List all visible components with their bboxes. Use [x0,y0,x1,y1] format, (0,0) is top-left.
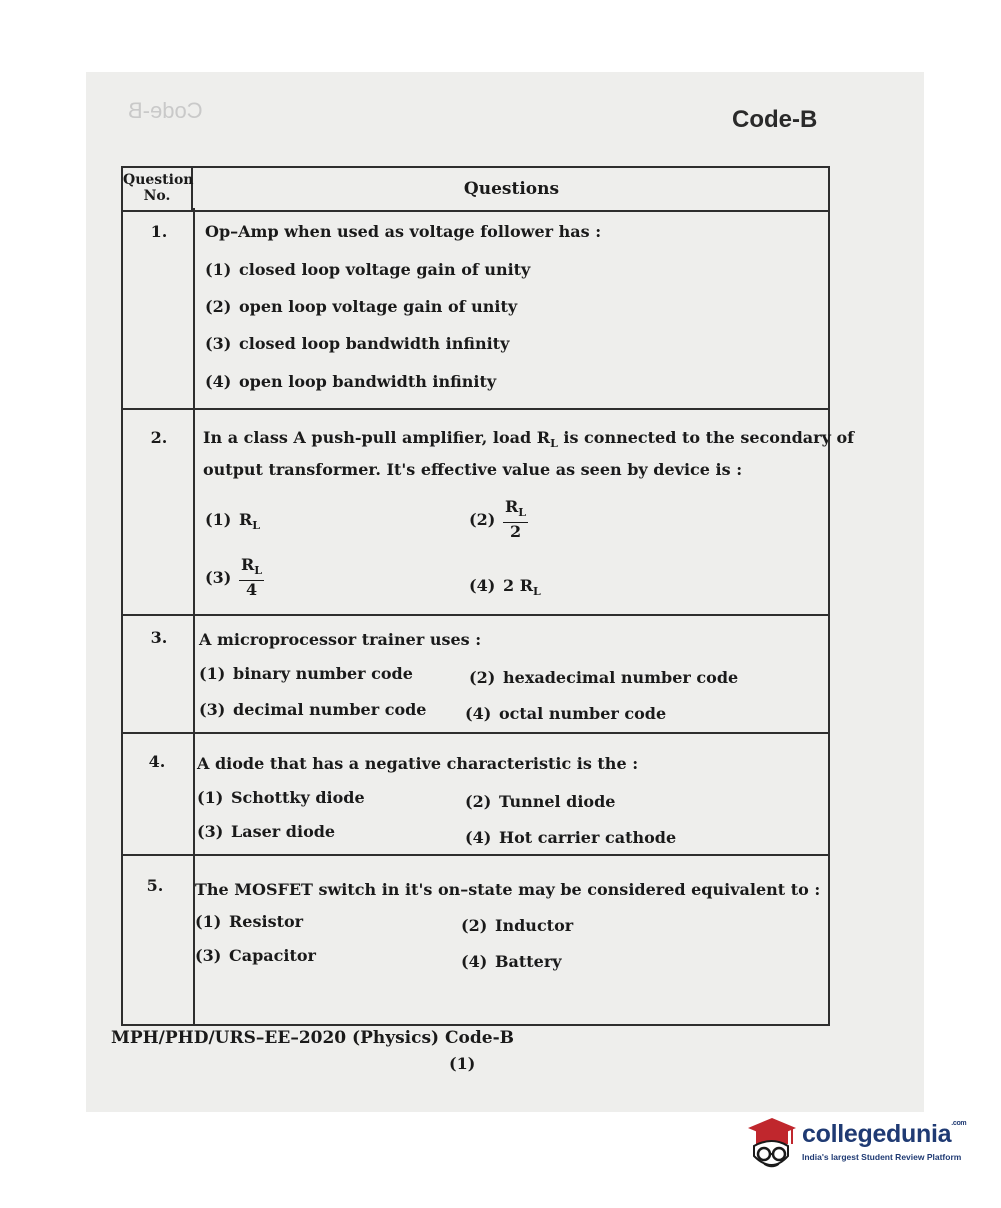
fraction [239,556,264,599]
question-text-part: is connected to the secondary of [557,428,854,447]
fraction-numerator: R [505,497,519,516]
subscript: L [550,437,558,451]
fraction-denominator: 4 [245,580,258,600]
option [461,916,573,935]
option-number: (3) [199,700,226,719]
option-number: (2) [469,510,496,530]
question-number: 2. [150,428,168,447]
question-number: 1. [150,222,168,241]
option-text: Capacitor [229,946,316,965]
option-number: (1) [205,510,232,529]
option [199,664,413,683]
option-number: (4) [469,576,496,595]
option [199,700,426,719]
option-text: Tunnel diode [499,792,616,811]
table-header [123,166,828,212]
subscript: L [533,585,541,599]
col-question-no: Question No. [123,168,193,210]
option [205,556,264,599]
option-number: (3) [197,822,224,841]
question-table [121,166,854,1026]
option [205,372,496,391]
page-number: (1) [449,1054,476,1073]
option [205,297,517,316]
option-text: open loop bandwidth infinity [239,372,497,391]
row-divider [123,408,828,410]
question-text: Op–Amp when used as voltage follower has : [205,222,602,241]
option-number: (2) [461,916,488,935]
fraction-denominator: 2 [509,522,522,542]
option-number: (2) [465,792,492,811]
column-divider [193,208,195,1026]
option-text: hexadecimal number code [503,668,739,687]
footer-code: MPH/PHD/URS–EE–2020 (Physics) Code-B [111,1028,515,1048]
option-number: (4) [465,704,492,723]
option [205,260,530,279]
option-number: (3) [205,334,232,353]
option-text: open loop voltage gain of unity [239,297,518,316]
question-text [203,428,854,450]
option-number: (4) [465,828,492,847]
option [469,498,528,541]
option-text: Inductor [495,916,574,935]
graduate-logo-icon [742,1116,798,1176]
option-text: Hot carrier cathode [499,828,677,847]
option [469,576,541,598]
option-number: (1) [199,664,226,683]
question-number: 3. [150,628,168,647]
question-text: A diode that has a negative characteristic is the : [197,754,639,773]
option-text: Schottky diode [231,788,365,807]
question-text: A microprocessor trainer uses : [199,630,482,649]
option-text: Resistor [229,912,304,931]
option-text: Laser diode [231,822,336,841]
option-text: R [239,510,253,529]
option-number: (3) [205,568,232,588]
option [197,822,335,841]
row-divider [123,614,828,616]
col-questions: Questions [463,179,560,199]
option [465,828,676,847]
option-text: decimal number code [233,700,427,719]
question-text-part: In a class A push-pull amplifier, load R [203,428,551,447]
option-text: octal number code [499,704,667,723]
option-number: (4) [205,372,232,391]
option-number: (4) [461,952,488,971]
brand-tagline: India's largest Student Review Platform [802,1152,962,1162]
option [195,912,303,931]
option [205,510,260,532]
option [465,792,615,811]
option-number: (2) [205,297,232,316]
option [465,704,666,723]
fraction-numerator: R [241,555,255,574]
subscript: L [252,519,261,533]
option-number: (1) [205,260,232,279]
option-text: closed loop bandwidth infinity [239,334,510,353]
option [469,668,738,687]
option [197,788,365,807]
option [205,334,509,353]
bleed-through-code: Code-B [128,98,203,123]
option-text: 2 R [503,576,533,595]
option [195,946,316,965]
option-number: (1) [197,788,224,807]
row-divider [123,732,828,734]
paper-code: Code-B [732,106,818,133]
question-number: 4. [148,752,166,771]
option [461,952,562,971]
option-number: (3) [195,946,222,965]
fraction [503,498,528,541]
subscript: L [254,564,263,578]
collegedunia-watermark [742,1116,972,1176]
question-text: The MOSFET switch in it's on–state may be considered equivalent to : [195,880,821,899]
option-number: (1) [195,912,222,931]
question-text-line-2: output transformer. It's effective value as seen by device is : [203,460,743,479]
option-text: binary number code [233,664,413,683]
row-divider [123,854,828,856]
row-divider [123,1024,828,1026]
option-text: closed loop voltage gain of unity [239,260,531,279]
question-number: 5. [146,876,164,895]
brand-suffix: .com [951,1120,967,1127]
option-number: (2) [469,668,496,687]
option-text: Battery [495,952,562,971]
brand-name: collegedunia$^{.com}$ [802,1120,967,1148]
subscript: L [518,506,527,520]
